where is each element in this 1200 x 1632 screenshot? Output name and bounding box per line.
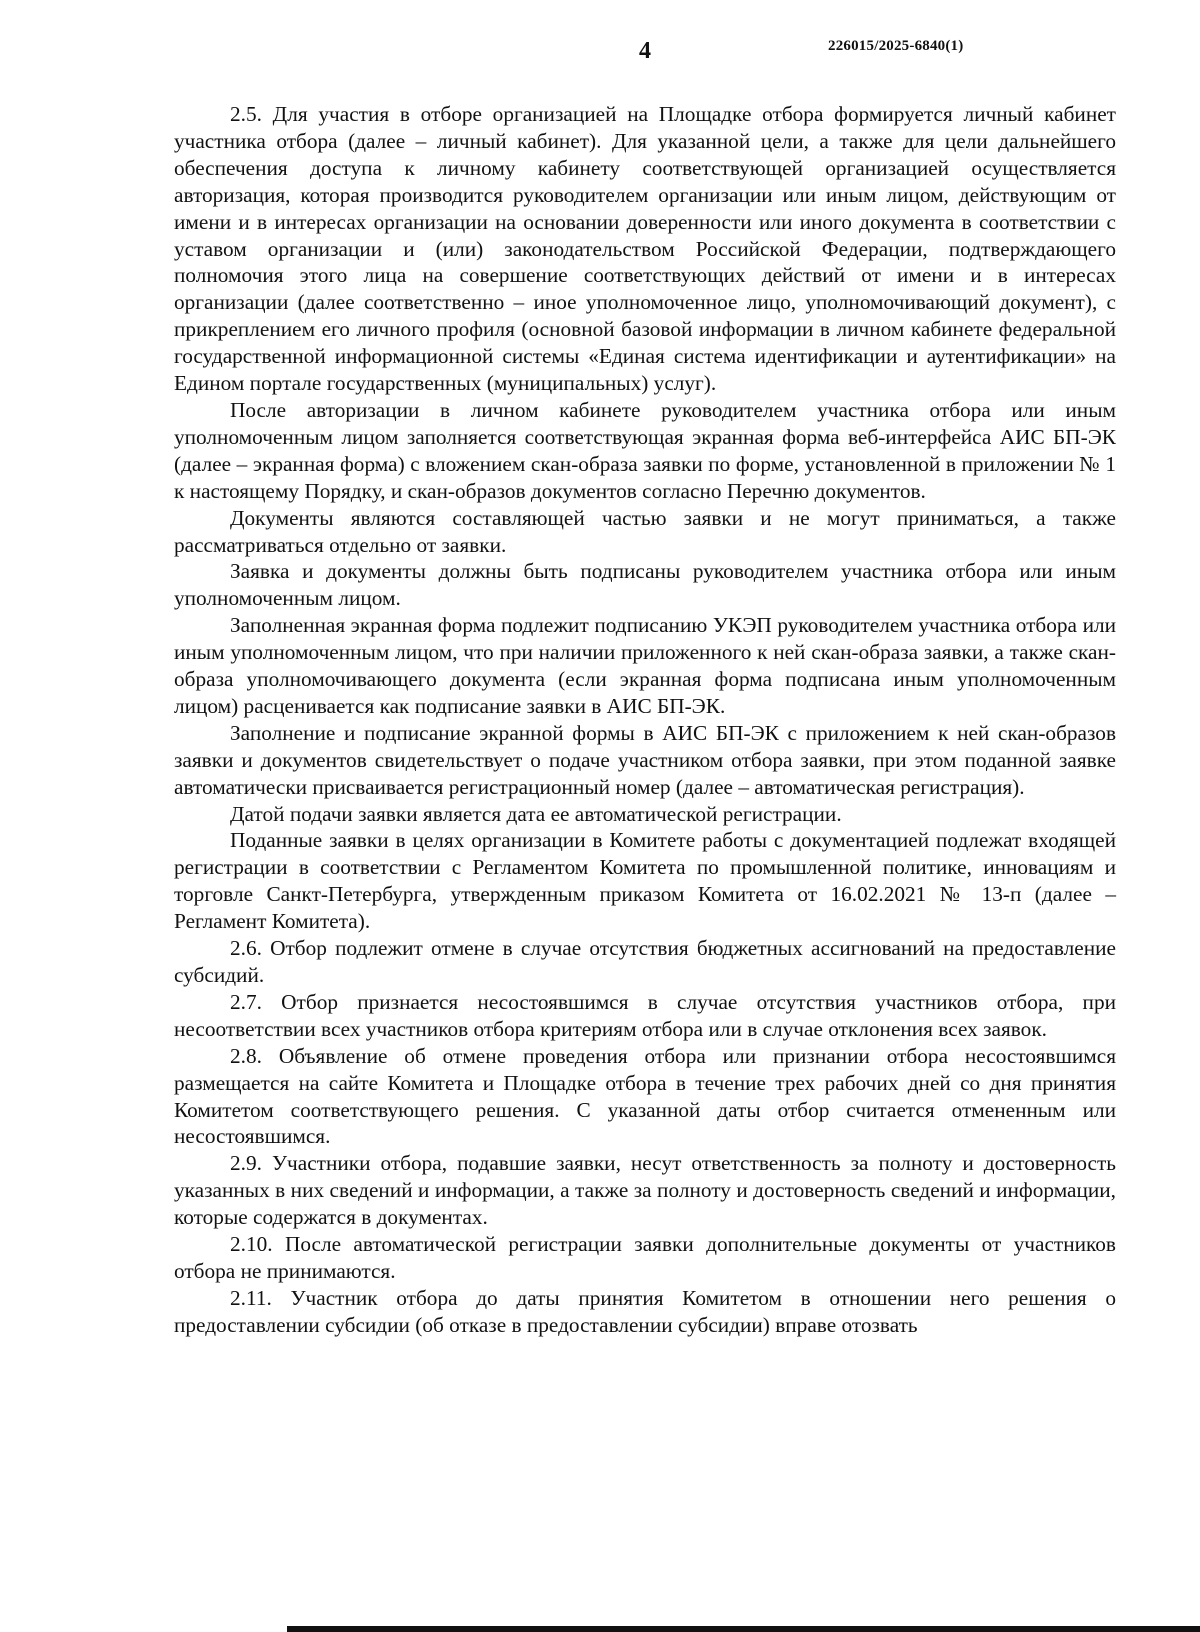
paragraph-after-authorization: После авторизации в личном кабинете руководителем участника отбора или иным уполномоченным лицом заполняется соответствующая экранная форма веб-интерфейса АИС БП-ЭК (далее – экранная форма) с вложением скан-образа заявки по форме, установленной в приложении № 1 к настоящему Порядку, и скан-образов документов согласно Перечню документов. [174, 397, 1116, 503]
paragraph-filling-form: Заполнение и подписание экранной формы в АИС БП-ЭК с приложением к ней скан-образов заявки и документов свидетельствует о подаче участником отбора заявки, при этом поданной заявке автоматически присваивается регистрационный номер (далее – автоматическая регистрация). [174, 720, 1116, 799]
document-code: 226015/2025-6840(1) [828, 38, 964, 54]
scan-bottom-edge [287, 1626, 1200, 1632]
paragraph-2-6: 2.6. Отбор подлежит отмене в случае отсутствия бюджетных ассигнований на предоставление субсидий. [174, 936, 1116, 987]
paragraph-2-10: 2.10. После автоматической регистрации заявки дополнительные документы от участников отбора не принимаются. [174, 1232, 1116, 1283]
paragraph-form-signing: Заполненная экранная форма подлежит подписанию УКЭП руководителем участника отбора или иным уполномоченным лицом, что при наличии приложенного к ней скан-образа заявки, а также скан-образа уполномочивающего документа (если экранная форма подписана иным уполномоченным лицом) расценивается как подписание заявки в АИС БП-ЭК. [174, 613, 1116, 718]
document-body [174, 101, 1116, 1339]
paragraph-documents-part: Документы являются составляющей частью заявки и не могут приниматься, а также рассматриваться отдельно от заявки. [174, 505, 1116, 557]
paragraph-2-8: 2.8. Объявление об отмене проведения отбора или признании отбора несостоявшимся размещается на сайте Комитета и Площадке отбора в течение трех рабочих дней со дня принятия Комитетом соответствующего решения. С указанной даты отбор считается отмененным или несостоявшимся. [174, 1043, 1116, 1149]
paragraph-registration: Поданные заявки в целях организации в Комитете работы с документацией подлежат входящей регистрации в соответствии с Регламентом Комитета по промышленной политике, инновациям и торговле Санкт-Петербурга, утвержденным приказом Комитета от 16.02.2021 № 13-п (далее – Регламент Комитета). [174, 828, 1116, 934]
paragraph-2-9: 2.9. Участники отбора, подавшие заявки, несут ответственность за полноту и достоверность указанных в них сведений и информации, а также за полноту и достоверность сведений и информации, которые содержатся в документах. [174, 1151, 1116, 1230]
paragraph-submission-date: Датой подачи заявки является дата ее автоматической регистрации. [230, 801, 842, 826]
paragraph-signing-requirement: Заявка и документы должны быть подписаны руководителем участника отбора или иным уполномоченным лицом. [174, 559, 1116, 611]
paragraph-2-11: 2.11. Участник отбора до даты принятия Комитетом в отношении него решения о предоставлении субсидии (об отказе в предоставлении субсидии) вправе отозвать [174, 1285, 1116, 1337]
paragraph-2-5: 2.5. Для участия в отборе организацией на Площадке отбора формируется личный кабинет участника отбора (далее – личный кабинет). Для указанной цели, а также для цели дальнейшего обеспечения доступа к личному кабинету соответствующей организацией осуществляется авторизация, которая производится руководителем организации или иным лицом, действующим от имени и в интересах организации на основании доверенности или иного документа в соответствии с уставом организации и (или) законодательством Российской Федерации, подтверждающего полномочия этого лица на совершение соответствующих действий от имени и в интересах организации (далее соответственно – иное уполномоченное лицо, уполномочивающий документ), с прикреплением его личного профиля (основной базовой информации в личном кабинете федеральной государственной информационной системы «Единая система идентификации и аутентификации» на Едином портале государственных (муниципальных) услуг). [174, 102, 1116, 396]
page-number: 4 [639, 38, 651, 64]
paragraph-2-7: 2.7. Отбор признается несостоявшимся в случае отсутствия участников отбора, при несоответствии всех участников отбора критериям отбора или в случае отклонения всех заявок. [174, 989, 1116, 1041]
